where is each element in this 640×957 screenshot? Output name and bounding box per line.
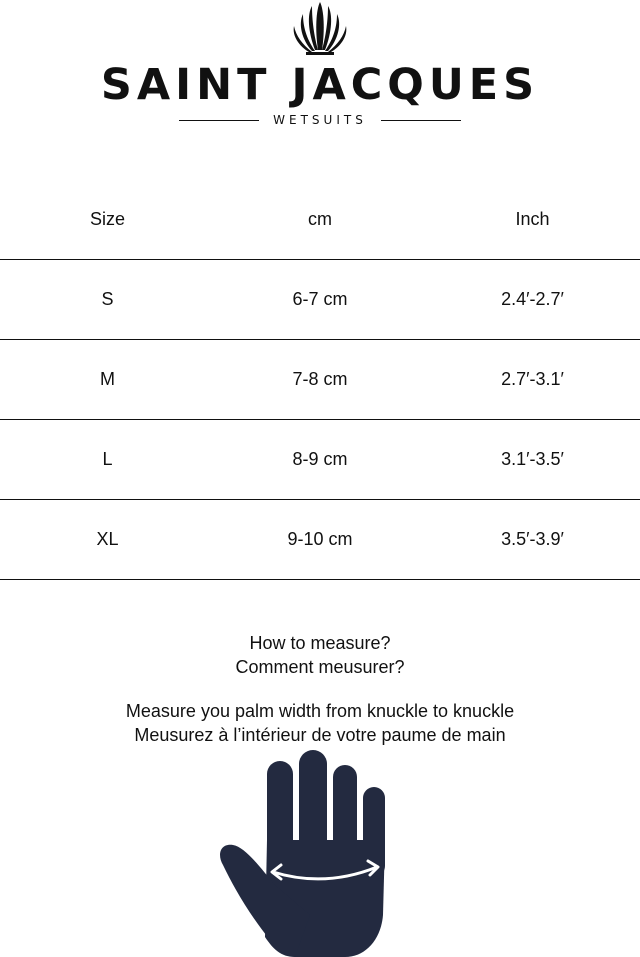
table-row <box>0 340 640 420</box>
size-cell: L <box>102 449 113 469</box>
divider <box>381 120 461 121</box>
table-row <box>0 260 640 340</box>
measure-instructions-fr: Meusurez à l’intérieur de votre paume de main <box>134 725 506 745</box>
table-row <box>0 420 640 500</box>
table-header-row <box>0 180 640 260</box>
measure-instructions <box>0 699 640 747</box>
inch-cell: 3.5′-3.9′ <box>501 529 564 549</box>
how-to-measure <box>0 631 640 679</box>
cm-cell: 8-9 cm <box>292 449 348 469</box>
measure-instructions-en: Measure you palm width from knuckle to knuckle <box>125 701 515 721</box>
brand-logo <box>0 0 640 135</box>
brand-tagline: WETSUITS <box>273 113 367 127</box>
inch-cell: 2.4′-2.7′ <box>501 289 564 309</box>
header-cm: cm <box>308 209 332 229</box>
divider <box>179 120 259 121</box>
header-inch: Inch <box>515 209 550 229</box>
brand-tagline-row <box>0 110 640 130</box>
how-to-measure-fr: Comment meusurer? <box>235 657 405 677</box>
size-cell: S <box>101 289 114 309</box>
size-cell: M <box>100 369 115 389</box>
size-cell: XL <box>96 529 119 549</box>
cm-cell: 7-8 cm <box>292 369 348 389</box>
inch-cell: 3.1′-3.5′ <box>501 449 564 469</box>
size-table <box>0 180 640 580</box>
header-size: Size <box>89 209 125 229</box>
hand-measure-icon <box>215 745 395 957</box>
cm-cell: 6-7 cm <box>292 289 348 309</box>
table-row <box>0 500 640 580</box>
brand-name: SAINT JACQUES <box>100 60 540 110</box>
how-to-measure-en: How to measure? <box>249 633 391 653</box>
cm-cell: 9-10 cm <box>287 529 353 549</box>
scallop-shell-icon <box>290 0 350 56</box>
inch-cell: 2.7′-3.1′ <box>501 369 564 389</box>
